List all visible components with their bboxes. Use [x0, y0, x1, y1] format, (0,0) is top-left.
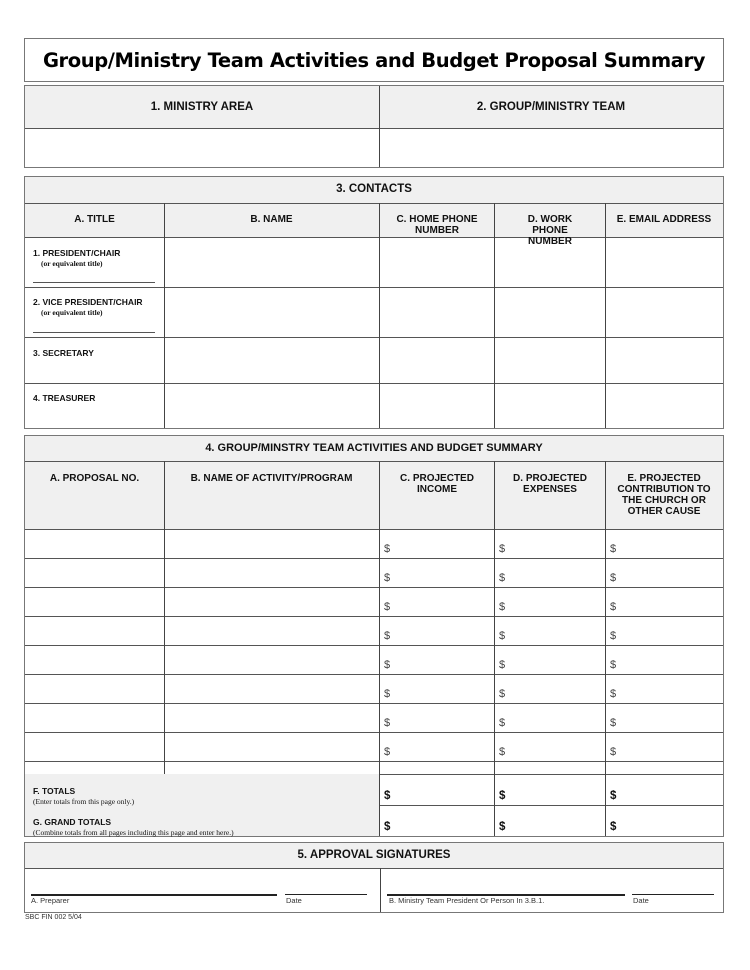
totals-expenses-currency: $: [499, 790, 506, 802]
projected-income-input[interactable]: [394, 704, 489, 732]
projected-income-input[interactable]: [394, 675, 489, 703]
divider: [379, 461, 380, 836]
grand-totals-contribution-input[interactable]: [620, 807, 715, 835]
projected-expenses-input[interactable]: [509, 675, 604, 703]
proposal-no-input[interactable]: [25, 733, 164, 761]
projected-income-currency: $: [384, 746, 391, 758]
contact-name-input[interactable]: [165, 384, 379, 428]
contact-email-input[interactable]: [606, 238, 723, 287]
projected-contribution-input[interactable]: [620, 588, 715, 616]
divider: [25, 461, 723, 462]
grand-totals-expenses-currency: $: [499, 821, 506, 833]
col-header-proposal-no: A. PROPOSAL NO.: [49, 473, 140, 484]
activity-name-input[interactable]: [165, 646, 379, 674]
contact-title-note: (or equivalent title): [41, 259, 103, 268]
activity-name-input[interactable]: [165, 559, 379, 587]
projected-income-input[interactable]: [394, 733, 489, 761]
group-team-input[interactable]: [380, 129, 723, 167]
proposal-no-input[interactable]: [25, 530, 164, 558]
projected-income-currency: $: [384, 630, 391, 642]
projected-expenses-currency: $: [499, 601, 506, 613]
contact-work-phone-input[interactable]: [495, 338, 605, 383]
contact-name-input[interactable]: [165, 238, 379, 287]
projected-contribution-currency: $: [610, 688, 617, 700]
activity-name-input[interactable]: [165, 588, 379, 616]
activities-heading: 4. GROUP/MINSTRY TEAM ACTIVITIES AND BUDGET SUMMARY: [205, 442, 543, 454]
projected-expenses-currency: $: [499, 543, 506, 555]
projected-contribution-currency: $: [610, 659, 617, 671]
projected-income-currency: $: [384, 543, 391, 555]
activity-name-input[interactable]: [165, 704, 379, 732]
projected-expenses-currency: $: [499, 630, 506, 642]
approval-section: [24, 842, 724, 913]
projected-income-currency: $: [384, 601, 391, 613]
proposal-no-input[interactable]: [25, 704, 164, 732]
totals-contribution-currency: $: [610, 790, 617, 802]
grand-totals-contribution-currency: $: [610, 821, 617, 833]
contact-title-note: (or equivalent title): [41, 308, 103, 317]
projected-contribution-currency: $: [610, 717, 617, 729]
totals-expenses-input[interactable]: [509, 776, 604, 804]
projected-expenses-input[interactable]: [509, 646, 604, 674]
projected-income-currency: $: [384, 572, 391, 584]
divider: [25, 868, 723, 869]
contact-name-input[interactable]: [165, 338, 379, 383]
activity-name-input[interactable]: [165, 733, 379, 761]
projected-income-currency: $: [384, 688, 391, 700]
projected-contribution-input[interactable]: [620, 559, 715, 587]
president-date-line[interactable]: [632, 894, 714, 895]
activity-name-input[interactable]: [165, 617, 379, 645]
projected-income-currency: $: [384, 717, 391, 729]
projected-expenses-input[interactable]: [509, 733, 604, 761]
projected-contribution-input[interactable]: [620, 617, 715, 645]
preparer-date-label: Date: [286, 896, 302, 905]
activities-section: [24, 435, 724, 837]
projected-contribution-currency: $: [610, 601, 617, 613]
contact-work-phone-input[interactable]: [495, 288, 605, 337]
projected-contribution-currency: $: [610, 630, 617, 642]
contact-email-input[interactable]: [606, 384, 723, 428]
projected-contribution-input[interactable]: [620, 530, 715, 558]
projected-expenses-currency: $: [499, 659, 506, 671]
projected-income-input[interactable]: [394, 530, 489, 558]
contact-row-title: [33, 297, 143, 317]
proposal-no-input[interactable]: [25, 588, 164, 616]
divider: [25, 203, 723, 204]
contact-name-input[interactable]: [165, 288, 379, 337]
col-header-name: B. NAME: [250, 214, 293, 225]
contact-email-input[interactable]: [606, 338, 723, 383]
divider: [605, 461, 606, 836]
totals-label: [33, 786, 134, 806]
divider: [25, 761, 723, 762]
ministry-section: [24, 85, 724, 168]
projected-income-input[interactable]: [394, 559, 489, 587]
projected-contribution-input[interactable]: [620, 733, 715, 761]
contacts-heading: 3. CONTACTS: [336, 183, 412, 195]
contact-home-phone-input[interactable]: [380, 238, 494, 287]
ministry-area-input[interactable]: [25, 129, 379, 167]
president-date-label: Date: [633, 896, 649, 905]
col-header-activity-name: B. NAME OF ACTIVITY/PROGRAM: [190, 473, 353, 484]
proposal-no-input[interactable]: [25, 559, 164, 587]
contact-work-phone-input[interactable]: [495, 384, 605, 428]
proposal-no-input[interactable]: [25, 646, 164, 674]
contact-home-phone-input[interactable]: [380, 338, 494, 383]
grand-totals-income-input[interactable]: [394, 807, 489, 835]
grand-totals-note: (Combine totals from all pages including this page and enter here.): [33, 828, 234, 837]
projected-contribution-currency: $: [610, 572, 617, 584]
col-header-projected-expenses: D. PROJECTED EXPENSES: [513, 473, 587, 495]
contact-row-title: 4. TREASURER: [33, 393, 96, 403]
projected-expenses-input[interactable]: [509, 559, 604, 587]
contact-title-label: 2. VICE PRESIDENT/CHAIR: [33, 297, 143, 307]
projected-expenses-currency: $: [499, 746, 506, 758]
form-code: SBC FIN 002 5/04: [25, 914, 82, 921]
divider: [164, 461, 165, 774]
contact-email-input[interactable]: [606, 288, 723, 337]
projected-contribution-input[interactable]: [620, 704, 715, 732]
projected-expenses-input[interactable]: [509, 704, 604, 732]
contact-work-phone-input[interactable]: [495, 238, 605, 287]
proposal-no-input[interactable]: [25, 617, 164, 645]
grand-totals-income-currency: $: [384, 821, 391, 833]
col-header-home-phone: C. HOME PHONE NUMBER: [396, 214, 478, 236]
proposal-no-input[interactable]: [25, 675, 164, 703]
col-header-projected-contribution: E. PROJECTED CONTRIBUTION TO THE CHURCH OR OTHER CAUSE: [617, 473, 711, 517]
projected-contribution-currency: $: [610, 543, 617, 555]
col-header-projected-income: C. PROJECTED INCOME: [400, 473, 474, 495]
grand-totals-title: G. GRAND TOTALS: [33, 817, 112, 827]
totals-contribution-input[interactable]: [620, 776, 715, 804]
col-header-email: E. EMAIL ADDRESS: [616, 214, 712, 225]
contact-home-phone-input[interactable]: [380, 384, 494, 428]
projected-income-currency: $: [384, 659, 391, 671]
contact-title-label: 1. PRESIDENT/CHAIR: [33, 248, 121, 258]
col-header-work-phone: D. WORK PHONE NUMBER: [527, 214, 573, 247]
title-entry-line[interactable]: [33, 282, 155, 283]
totals-title: F. TOTALS: [33, 786, 76, 796]
projected-contribution-input[interactable]: [620, 646, 715, 674]
preparer-date-line[interactable]: [285, 894, 367, 895]
projected-income-input[interactable]: [394, 588, 489, 616]
contact-home-phone-input[interactable]: [380, 288, 494, 337]
totals-income-currency: $: [384, 790, 391, 802]
form-title: Group/Ministry Team Activities and Budget Proposal Summary: [24, 38, 724, 82]
preparer-label: A. Preparer: [31, 896, 70, 905]
projected-expenses-input[interactable]: [509, 617, 604, 645]
title-entry-line[interactable]: [33, 332, 155, 333]
projected-contribution-currency: $: [610, 746, 617, 758]
projected-expenses-input[interactable]: [509, 530, 604, 558]
approval-heading: 5. APPROVAL SIGNATURES: [297, 849, 451, 861]
projected-expenses-currency: $: [499, 688, 506, 700]
activity-name-input[interactable]: [165, 675, 379, 703]
activity-name-input[interactable]: [165, 530, 379, 558]
contact-row-title: 3. SECRETARY: [33, 348, 94, 358]
divider: [494, 461, 495, 836]
group-team-label: 2. GROUP/MINISTRY TEAM: [476, 101, 626, 113]
col-header-title: A. TITLE: [74, 214, 115, 225]
contacts-section: [24, 176, 724, 429]
projected-expenses-currency: $: [499, 717, 506, 729]
totals-income-input[interactable]: [394, 776, 489, 804]
grand-totals-expenses-input[interactable]: [509, 807, 604, 835]
divider: [380, 868, 381, 912]
projected-income-input[interactable]: [394, 617, 489, 645]
president-label: B. Ministry Team President Or Person In 3.B.1.: [389, 896, 545, 905]
totals-note: (Enter totals from this page only.): [33, 797, 135, 806]
grand-totals-label: [33, 817, 234, 837]
projected-income-input[interactable]: [394, 646, 489, 674]
projected-expenses-currency: $: [499, 572, 506, 584]
projected-expenses-input[interactable]: [509, 588, 604, 616]
contact-row-title: [33, 248, 120, 268]
ministry-area-label: 1. MINISTRY AREA: [150, 101, 254, 113]
projected-contribution-input[interactable]: [620, 675, 715, 703]
